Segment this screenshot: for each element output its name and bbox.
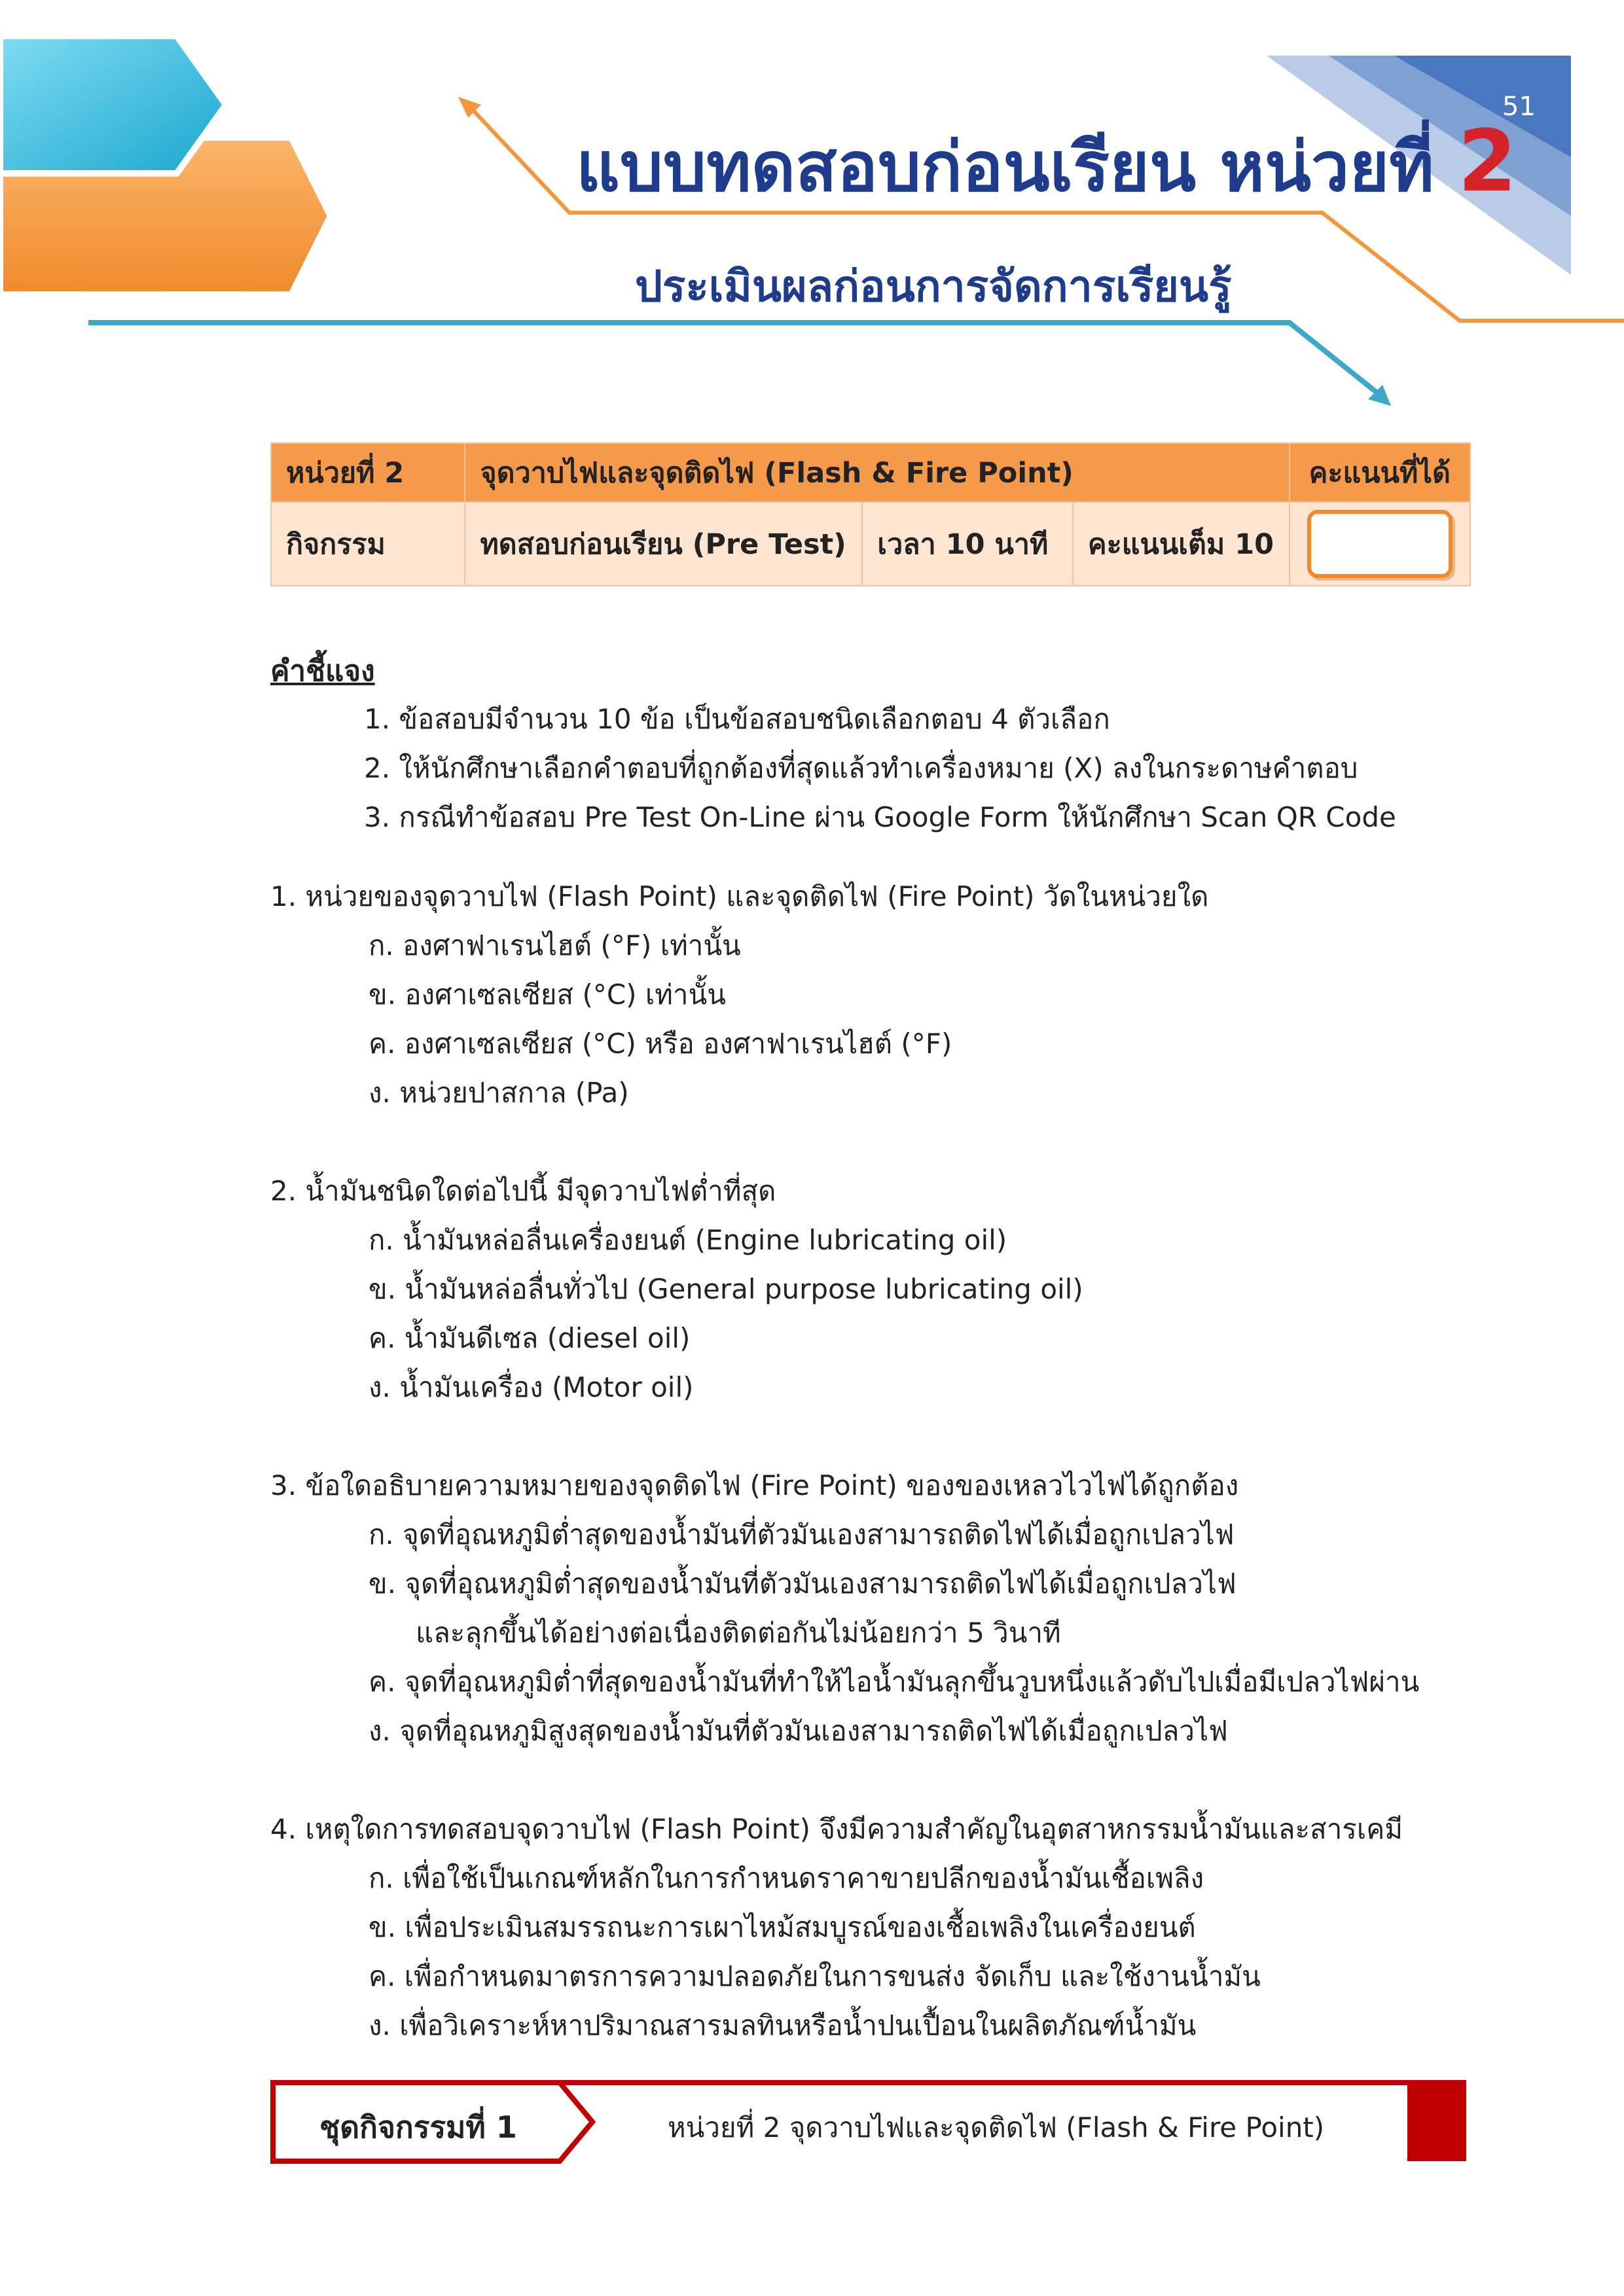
footer-activity-set: ชุดกิจกรรมที่ 1 bbox=[319, 2109, 517, 2145]
question-1: 1. หน่วยของจุดวาบไฟ (Flash Point) และจุดติดไฟ (Fire Point) วัดในหน่วยใด bbox=[270, 880, 1209, 912]
question-1-option[interactable]: ค. องศาเซลเซียส (°C) หรือ องศาฟาเรนไฮต์ (°F) bbox=[369, 1028, 952, 1060]
question-2-option[interactable]: ก. น้ำมันหล่อลื่นเครื่องยนต์ (Engine lubricating oil) bbox=[369, 1224, 1007, 1256]
info-table-row bbox=[271, 443, 1470, 502]
footer-unit-text: หน่วยที่ 2 จุดวาบไฟและจุดติดไฟ (Flash & Fire Point) bbox=[668, 2111, 1325, 2144]
activity-name-cell: ทดสอบก่อนเรียน (Pre Test) bbox=[465, 502, 862, 586]
subtitle-cyan-line bbox=[88, 323, 1381, 396]
question-3: 3. ข้อใดอธิบายความหมายของจุดติดไฟ (Fire Point) ของของเหลวไวไฟได้ถูกต้อง bbox=[270, 1469, 1239, 1501]
page-subtitle: ประเมินผลก่อนการจัดการเรียนรู้ bbox=[635, 261, 1232, 312]
question-4-option[interactable]: ค. เพื่อกำหนดมาตรการความปลอดภัยในการขนส่ง จัดเก็บ และใช้งานน้ำมัน bbox=[369, 1960, 1261, 1992]
title-number: 2 bbox=[1458, 111, 1517, 211]
score-label-cell: คะแนนที่ได้ bbox=[1290, 443, 1470, 502]
instruction-item: 1. ข้อสอบมีจำนวน 10 ข้อ เป็นข้อสอบชนิดเลือกตอบ 4 ตัวเลือก bbox=[364, 703, 1110, 735]
instruction-item: 3. กรณีทำข้อสอบ Pre Test On-Line ผ่าน Google Form ให้นักศึกษา Scan QR Code bbox=[364, 801, 1396, 833]
question-4-option[interactable]: ง. เพื่อวิเคราะห์หาปริมาณสารมลทินหรือน้ำปนเปื้อนในผลิตภัณฑ์น้ำมัน bbox=[369, 2009, 1197, 2041]
time-cell: เวลา 10 นาที bbox=[862, 502, 1073, 586]
info-table-row bbox=[271, 502, 1470, 586]
unit-title-cell: จุดวาบไฟและจุดติดไฟ (Flash & Fire Point) bbox=[465, 443, 1289, 502]
question-2-option[interactable]: ง. น้ำมันเครื่อง (Motor oil) bbox=[369, 1371, 694, 1403]
score-input-box[interactable] bbox=[1307, 510, 1453, 578]
question-1-option[interactable]: ก. องศาฟาเรนไฮต์ (°F) เท่านั้น bbox=[369, 929, 741, 961]
question-2: 2. น้ำมันชนิดใดต่อไปนี้ มีจุดวาบไฟต่ำที่สุด bbox=[270, 1175, 776, 1207]
info-table bbox=[270, 442, 1471, 586]
page-title bbox=[576, 111, 1517, 221]
question-2-option[interactable]: ข. น้ำมันหล่อลื่นทั่วไป (General purpose lubricating oil) bbox=[369, 1273, 1083, 1305]
question-4-option[interactable]: ก. เพื่อใช้เป็นเกณฑ์หลักในการกำหนดราคาขายปลีกของน้ำมันเชื้อเพลิง bbox=[369, 1862, 1204, 1894]
page-number: 51 bbox=[1502, 92, 1536, 122]
question-4-option[interactable]: ข. เพื่อประเมินสมรรถนะการเผาไหม้สมบูรณ์ของเชื้อเพลิงในเครื่องยนต์ bbox=[369, 1911, 1196, 1943]
instruction-item: 2. ให้นักศึกษาเลือกคำตอบที่ถูกต้องที่สุดแล้วทำเครื่องหมาย (X) ลงในกระดาษคำตอบ bbox=[364, 752, 1358, 784]
question-1-option[interactable]: ข. องศาเซลเซียส (°C) เท่านั้น bbox=[369, 978, 726, 1011]
cyan-arrow-shape bbox=[0, 36, 226, 173]
question-1-option[interactable]: ง. หน่วยปาสกาล (Pa) bbox=[369, 1077, 629, 1109]
unit-label-cell: หน่วยที่ 2 bbox=[271, 443, 465, 502]
question-4: 4. เหตุใดการทดสอบจุดวาบไฟ (Flash Point) จึงมีความสำคัญในอุตสาหกรรมน้ำมันและสารเคมี bbox=[270, 1813, 1403, 1845]
question-3-option[interactable]: ก. จุดที่อุณหภูมิต่ำสุดของน้ำมันที่ตัวมันเองสามารถติดไฟได้เมื่อถูกเปลวไฟ bbox=[369, 1518, 1235, 1551]
question-3-option[interactable]: ค. จุดที่อุณหภูมิต่ำที่สุดของน้ำมันที่ทำให้ไอน้ำมันลุกขึ้นวูบหนึ่งแล้วดับไปเมื่อมีเปลวไฟผ่าน bbox=[369, 1666, 1420, 1698]
question-3-option-continuation: และลุกขึ้นได้อย่างต่อเนื่องติดต่อกันไม่น้อยกว่า 5 วินาที bbox=[416, 1617, 1061, 1649]
question-3-option[interactable]: ข. จุดที่อุณหภูมิต่ำสุดของน้ำมันที่ตัวมันเองสามารถติดไฟได้เมื่อถูกเปลวไฟ bbox=[369, 1568, 1236, 1600]
question-3-option[interactable]: ง. จุดที่อุณหภูมิสูงสุดของน้ำมันที่ตัวมันเองสามารถติดไฟได้เมื่อถูกเปลวไฟ bbox=[369, 1715, 1228, 1747]
score-box-cell bbox=[1290, 502, 1470, 586]
question-2-option[interactable]: ค. น้ำมันดีเซล (diesel oil) bbox=[369, 1322, 691, 1354]
title-text: แบบทดสอบก่อนเรียน หน่วยที่ bbox=[576, 127, 1434, 207]
footer-red-block bbox=[1407, 2080, 1466, 2161]
full-score-cell: คะแนนเต็ม 10 bbox=[1073, 502, 1290, 586]
activity-label-cell: กิจกรรม bbox=[271, 502, 465, 586]
instructions-heading: คำชี้แจง bbox=[270, 655, 375, 688]
